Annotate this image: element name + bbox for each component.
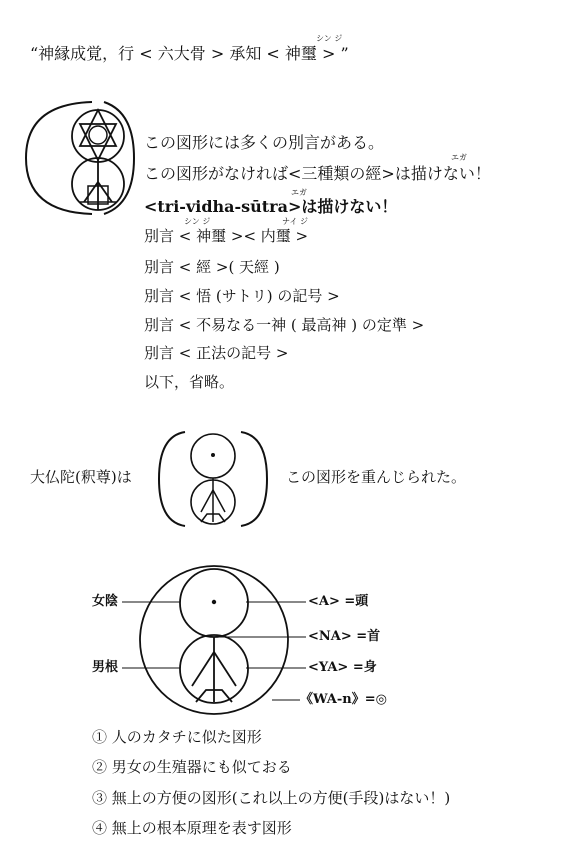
label-a: <A> =頭: [308, 594, 369, 609]
list-item: ② 男女の生殖器にも似ておる: [92, 758, 292, 776]
section1-line-5: 別言 < 經 >( 天經 ): [144, 258, 280, 276]
label-danko: 男根: [92, 660, 119, 675]
list-item: ③ 無上の方便の図形(これ以上の方便(手段)はない！): [92, 789, 451, 807]
section1-line-2: この図形がなければ<三種類の經>は描けない！: [144, 164, 491, 183]
bracketed-figure-icon: [155, 428, 271, 530]
ruby-shinji: シン ジ: [184, 217, 211, 226]
buddha-text: 大仏陀(釈尊)は: [30, 468, 132, 486]
label-nyoin: 女陰: [92, 594, 119, 609]
page-title: “神縁成覚，行 < 六大骨 > 承知 < 神璽 > ”: [30, 44, 349, 63]
label-na: <NA> =首: [308, 629, 381, 644]
section1-line-6: 別言 < 悟 (サトリ) の記号 >: [144, 287, 340, 305]
section1-line-8: 別言 < 正法の記号 >: [144, 344, 289, 362]
label-ya: <YA> =身: [308, 660, 377, 675]
section1-line-1: この図形には多くの別言がある。: [144, 133, 385, 152]
section1-line-3: <tri-vidha-sūtra>は描けない！: [144, 197, 398, 216]
revered-text: この図形を重んじられた。: [286, 468, 467, 486]
ruby-kaka-2: エガ: [291, 188, 307, 197]
list-item: ④ 無上の根本原理を表す図形: [92, 819, 292, 837]
section1-line-9: 以下，省略。: [144, 373, 235, 391]
ruby-naiji: ナイ ジ: [282, 217, 308, 226]
list-item: ① 人のカタチに似た図形: [92, 728, 262, 746]
title-ruby: シン ジ: [316, 34, 343, 43]
mandala-emblem-icon: [24, 98, 136, 216]
label-wan: 《WA-n》=◎: [300, 692, 387, 707]
section1-line-4: 別言 < 神璽 >< 内璽 >: [144, 227, 309, 245]
human-form-diagram: [88, 562, 488, 722]
ruby-kaka-1: エガ: [451, 153, 467, 162]
section1-line-7: 別言 < 不易なる一神 ( 最高神 ) の定準 >: [144, 316, 425, 334]
